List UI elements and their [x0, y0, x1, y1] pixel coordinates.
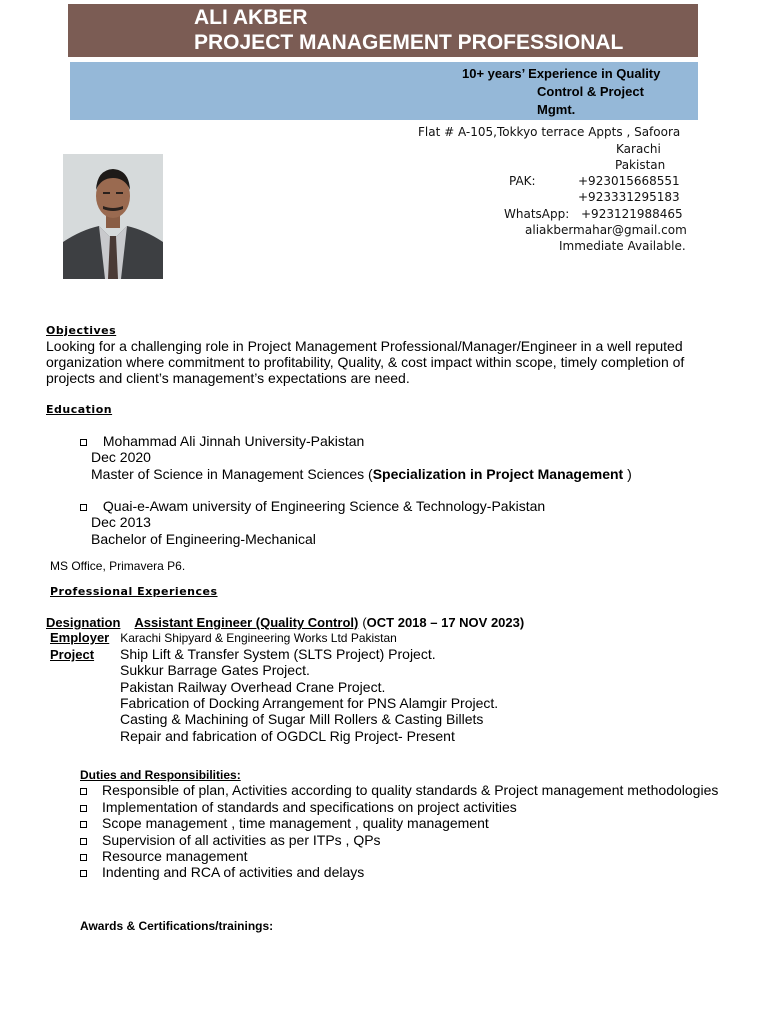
duty-item [80, 848, 248, 865]
education-date: Dec 2020 [91, 449, 151, 465]
project-item: Repair and fabrication of OGDCL Rig Project- Present [120, 728, 455, 744]
education-item-2 [80, 498, 545, 515]
phone-1: +923015668551 [578, 174, 680, 188]
candidate-name: ALI AKBER [194, 6, 308, 29]
whatsapp-label: WhatsApp: [504, 207, 570, 221]
duty-item [80, 832, 381, 849]
designation-label: Designation [46, 615, 121, 630]
objectives-line-3: projects and client’s management’s expectations are need. [46, 370, 410, 386]
education-heading: Education [46, 403, 113, 416]
square-bullet-icon [80, 838, 87, 845]
objectives-heading: Objectives [46, 324, 117, 337]
awards-heading: Awards & Certifications/trainings: [80, 919, 274, 933]
duty-item [80, 815, 489, 832]
address-city: Karachi [616, 142, 661, 156]
profile-photo [63, 154, 163, 279]
square-bullet-icon [80, 805, 87, 812]
objectives-line-1: Looking for a challenging role in Project Management Professional/Manager/Engineer in a well reputed [46, 338, 683, 354]
duty-text: Implementation of standards and specifications on project activities [102, 799, 517, 815]
degree-text: Master of Science in Management Sciences ( [91, 466, 373, 482]
designation-value: Assistant Engineer (Quality Control) [134, 615, 359, 630]
project-item: Casting & Machining of Sugar Mill Rollers & Casting Billets [120, 711, 484, 727]
portrait-illustration [63, 154, 163, 279]
square-bullet-icon [80, 854, 87, 861]
degree-close: ) [623, 466, 632, 482]
degree-specialization: Specialization in Project Management [372, 466, 624, 482]
availability: Immediate Available. [559, 239, 686, 253]
software-skills: MS Office, Primavera P6. [50, 559, 186, 573]
experience-line-1: 10+ years’ Experience in Quality [462, 66, 661, 81]
square-bullet-icon [80, 504, 87, 511]
project-item: Pakistan Railway Overhead Crane Project. [120, 679, 386, 695]
education-date: Dec 2013 [91, 514, 151, 530]
duty-text: Responsible of plan, Activities according to quality standards & Project management methodologies [102, 782, 719, 798]
duty-item [80, 799, 517, 816]
education-school: Mohammad Ali Jinnah University-Pakistan [102, 433, 365, 449]
duty-text: Supervision of all activities as per ITPs , QPs [102, 832, 381, 848]
objectives-line-2: organization where commitment to profitability, Quality, & cost impact within scope, timely completion of [46, 354, 685, 370]
square-bullet-icon [80, 821, 87, 828]
square-bullet-icon [80, 788, 87, 795]
project-item: Sukkur Barrage Gates Project. [120, 662, 310, 678]
employer-row [50, 630, 397, 647]
designation-period: OCT 2018 – 17 NOV 2023) [366, 615, 525, 630]
duties-heading: Duties and Responsibilities: [80, 768, 241, 782]
experience-heading: Professional Experiences [50, 585, 218, 598]
period-open: ( [362, 615, 367, 630]
whatsapp-number: +923121988465 [581, 207, 683, 221]
project-item: Ship Lift & Transfer System (SLTS Project) Project. [120, 646, 436, 662]
duty-text: Resource management [102, 848, 248, 864]
address-line: Flat # A-105,Tokkyo terrace Appts , Safoora [418, 125, 681, 139]
duty-item [80, 864, 364, 881]
duty-item [80, 782, 718, 799]
candidate-title: PROJECT MANAGEMENT PROFESSIONAL [194, 31, 624, 54]
education-item-1 [80, 433, 364, 450]
project-label: Project [50, 647, 95, 662]
square-bullet-icon [80, 870, 87, 877]
phone-2: +923331295183 [578, 190, 680, 204]
experience-line-3: Mgmt. [537, 102, 576, 117]
employer-label: Employer [50, 630, 110, 645]
experience-line-2: Control & Project [537, 84, 644, 99]
square-bullet-icon [80, 439, 87, 446]
email: aliakbermahar@gmail.com [525, 223, 687, 237]
phone-label: PAK: [509, 174, 536, 188]
address-country: Pakistan [615, 158, 666, 172]
employer-value: Karachi Shipyard & Engineering Works Ltd Pakistan [120, 631, 397, 645]
project-item: Fabrication of Docking Arrangement for PNS Alamgir Project. [120, 695, 499, 711]
duty-text: Indenting and RCA of activities and delays [102, 864, 365, 880]
education-school: Quai-e-Awam university of Engineering Science & Technology-Pakistan [102, 498, 546, 514]
duty-text: Scope management , time management , quality management [102, 815, 489, 831]
education-degree [91, 466, 632, 483]
education-degree: Bachelor of Engineering-Mechanical [91, 531, 316, 547]
